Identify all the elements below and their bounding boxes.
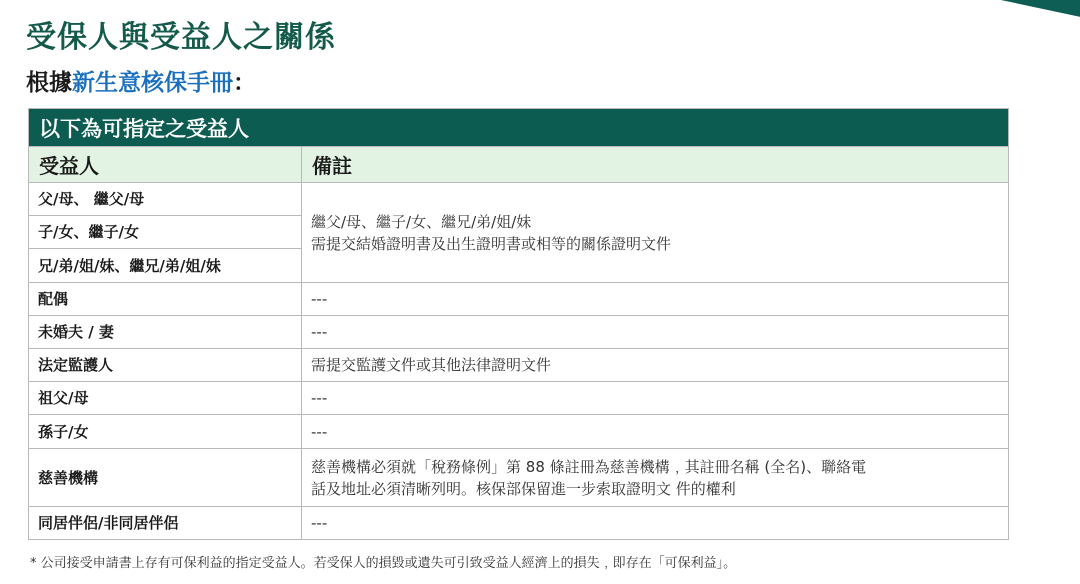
- beneficiary-cell: 父/母、 繼父/母: [29, 183, 302, 216]
- beneficiary-cell: 兄/弟/姐/妹、繼兄/弟/姐/妹: [29, 249, 302, 283]
- subtitle-prefix: 根據: [26, 70, 72, 96]
- corner-accent: [977, 0, 1080, 24]
- table-banner-row: [29, 109, 1009, 147]
- beneficiary-cell: 孫子/女: [29, 415, 302, 449]
- remarks-cell: ---: [302, 415, 1009, 449]
- remarks-cell: [302, 449, 1009, 507]
- beneficiary-cell: 子/女、繼子/女: [29, 216, 302, 249]
- remarks-line: 需提交結婚證明書及出生證明書或相等的關係證明文件: [311, 234, 672, 253]
- remarks-cell: ---: [302, 382, 1009, 415]
- header-beneficiary: 受益人: [29, 147, 302, 183]
- remarks-line: 話及地址必須清晰列明。核保部保留進一步索取證明文 件的權利: [311, 479, 736, 498]
- beneficiary-cell: 同居伴侶/非同居伴侶: [29, 507, 302, 540]
- beneficiary-cell: 祖父/母: [29, 382, 302, 415]
- remarks-line: 繼父/母、繼子/女、繼兄/弟/姐/妹: [311, 212, 532, 231]
- table-row: [29, 316, 1009, 349]
- remarks-cell: ---: [302, 507, 1009, 540]
- beneficiary-cell: 未婚夫 / 妻: [29, 316, 302, 349]
- table-row: [29, 349, 1009, 382]
- header-remarks: 備註: [302, 147, 1009, 183]
- table-row: [29, 283, 1009, 316]
- page-subtitle: [26, 64, 256, 97]
- beneficiary-cell: 慈善機構: [29, 449, 302, 507]
- remarks-cell: 需提交監護文件或其他法律證明文件: [302, 349, 1009, 382]
- table-banner: 以下為可指定之受益人: [29, 109, 1009, 147]
- remarks-cell-merged: [302, 183, 1009, 283]
- table-row: [29, 449, 1009, 507]
- page-title: 受保人與受益人之關係: [26, 20, 336, 55]
- remarks-cell: ---: [302, 283, 1009, 316]
- remarks-line: 慈善機構必須就「稅務條例」第 88 條註冊為慈善機構﹐其註冊名稱 (全名)、聯絡電: [311, 457, 867, 476]
- table-row: [29, 382, 1009, 415]
- table-header-row: [29, 147, 1009, 183]
- table-row: [29, 507, 1009, 540]
- table-row: [29, 183, 1009, 216]
- beneficiary-table-wrap: [28, 108, 1008, 540]
- remarks-cell: ---: [302, 316, 1009, 349]
- subtitle-suffix: ：: [233, 70, 256, 96]
- beneficiary-table: [28, 108, 1009, 540]
- footnote: * 公司接受申請書上存有可保利益的指定受益人。若受保人的損毀或遺失可引致受益人經濟上的損失﹐即存在「可保利益」。: [30, 556, 737, 571]
- handbook-link[interactable]: 新生意核保手冊: [72, 70, 233, 96]
- beneficiary-cell: 法定監護人: [29, 349, 302, 382]
- table-row: [29, 415, 1009, 449]
- beneficiary-cell: 配偶: [29, 283, 302, 316]
